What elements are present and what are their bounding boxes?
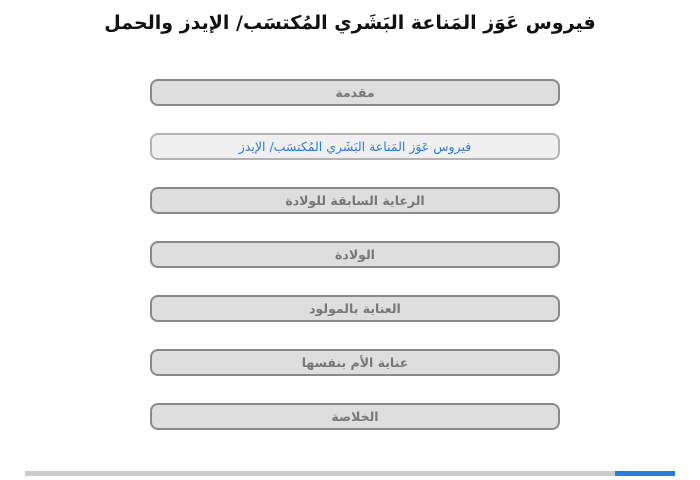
- menu-item-introduction[interactable]: مقدمة: [150, 79, 560, 106]
- menu-item-hiv-aids[interactable]: فيروس عَوَز المَناعة البَشَري المُكتسَب/ الإيدز: [150, 133, 560, 160]
- menu-item-newborn-care[interactable]: العناية بالمولود: [150, 295, 560, 322]
- menu-item-mother-self-care[interactable]: عناية الأم بنفسها: [150, 349, 560, 376]
- section-menu: [150, 79, 560, 457]
- menu-item-delivery[interactable]: الولادة: [150, 241, 560, 268]
- menu-item-summary[interactable]: الخلاصة: [150, 403, 560, 430]
- menu-item-antenatal-care[interactable]: الرعاية السابقة للولادة: [150, 187, 560, 214]
- page-title: فيروس عَوَز المَناعة البَشَري المُكتسَب/ الإيدز والحمل: [104, 12, 596, 34]
- progress-bar: [25, 471, 675, 476]
- progress-bar-fill: [615, 471, 675, 476]
